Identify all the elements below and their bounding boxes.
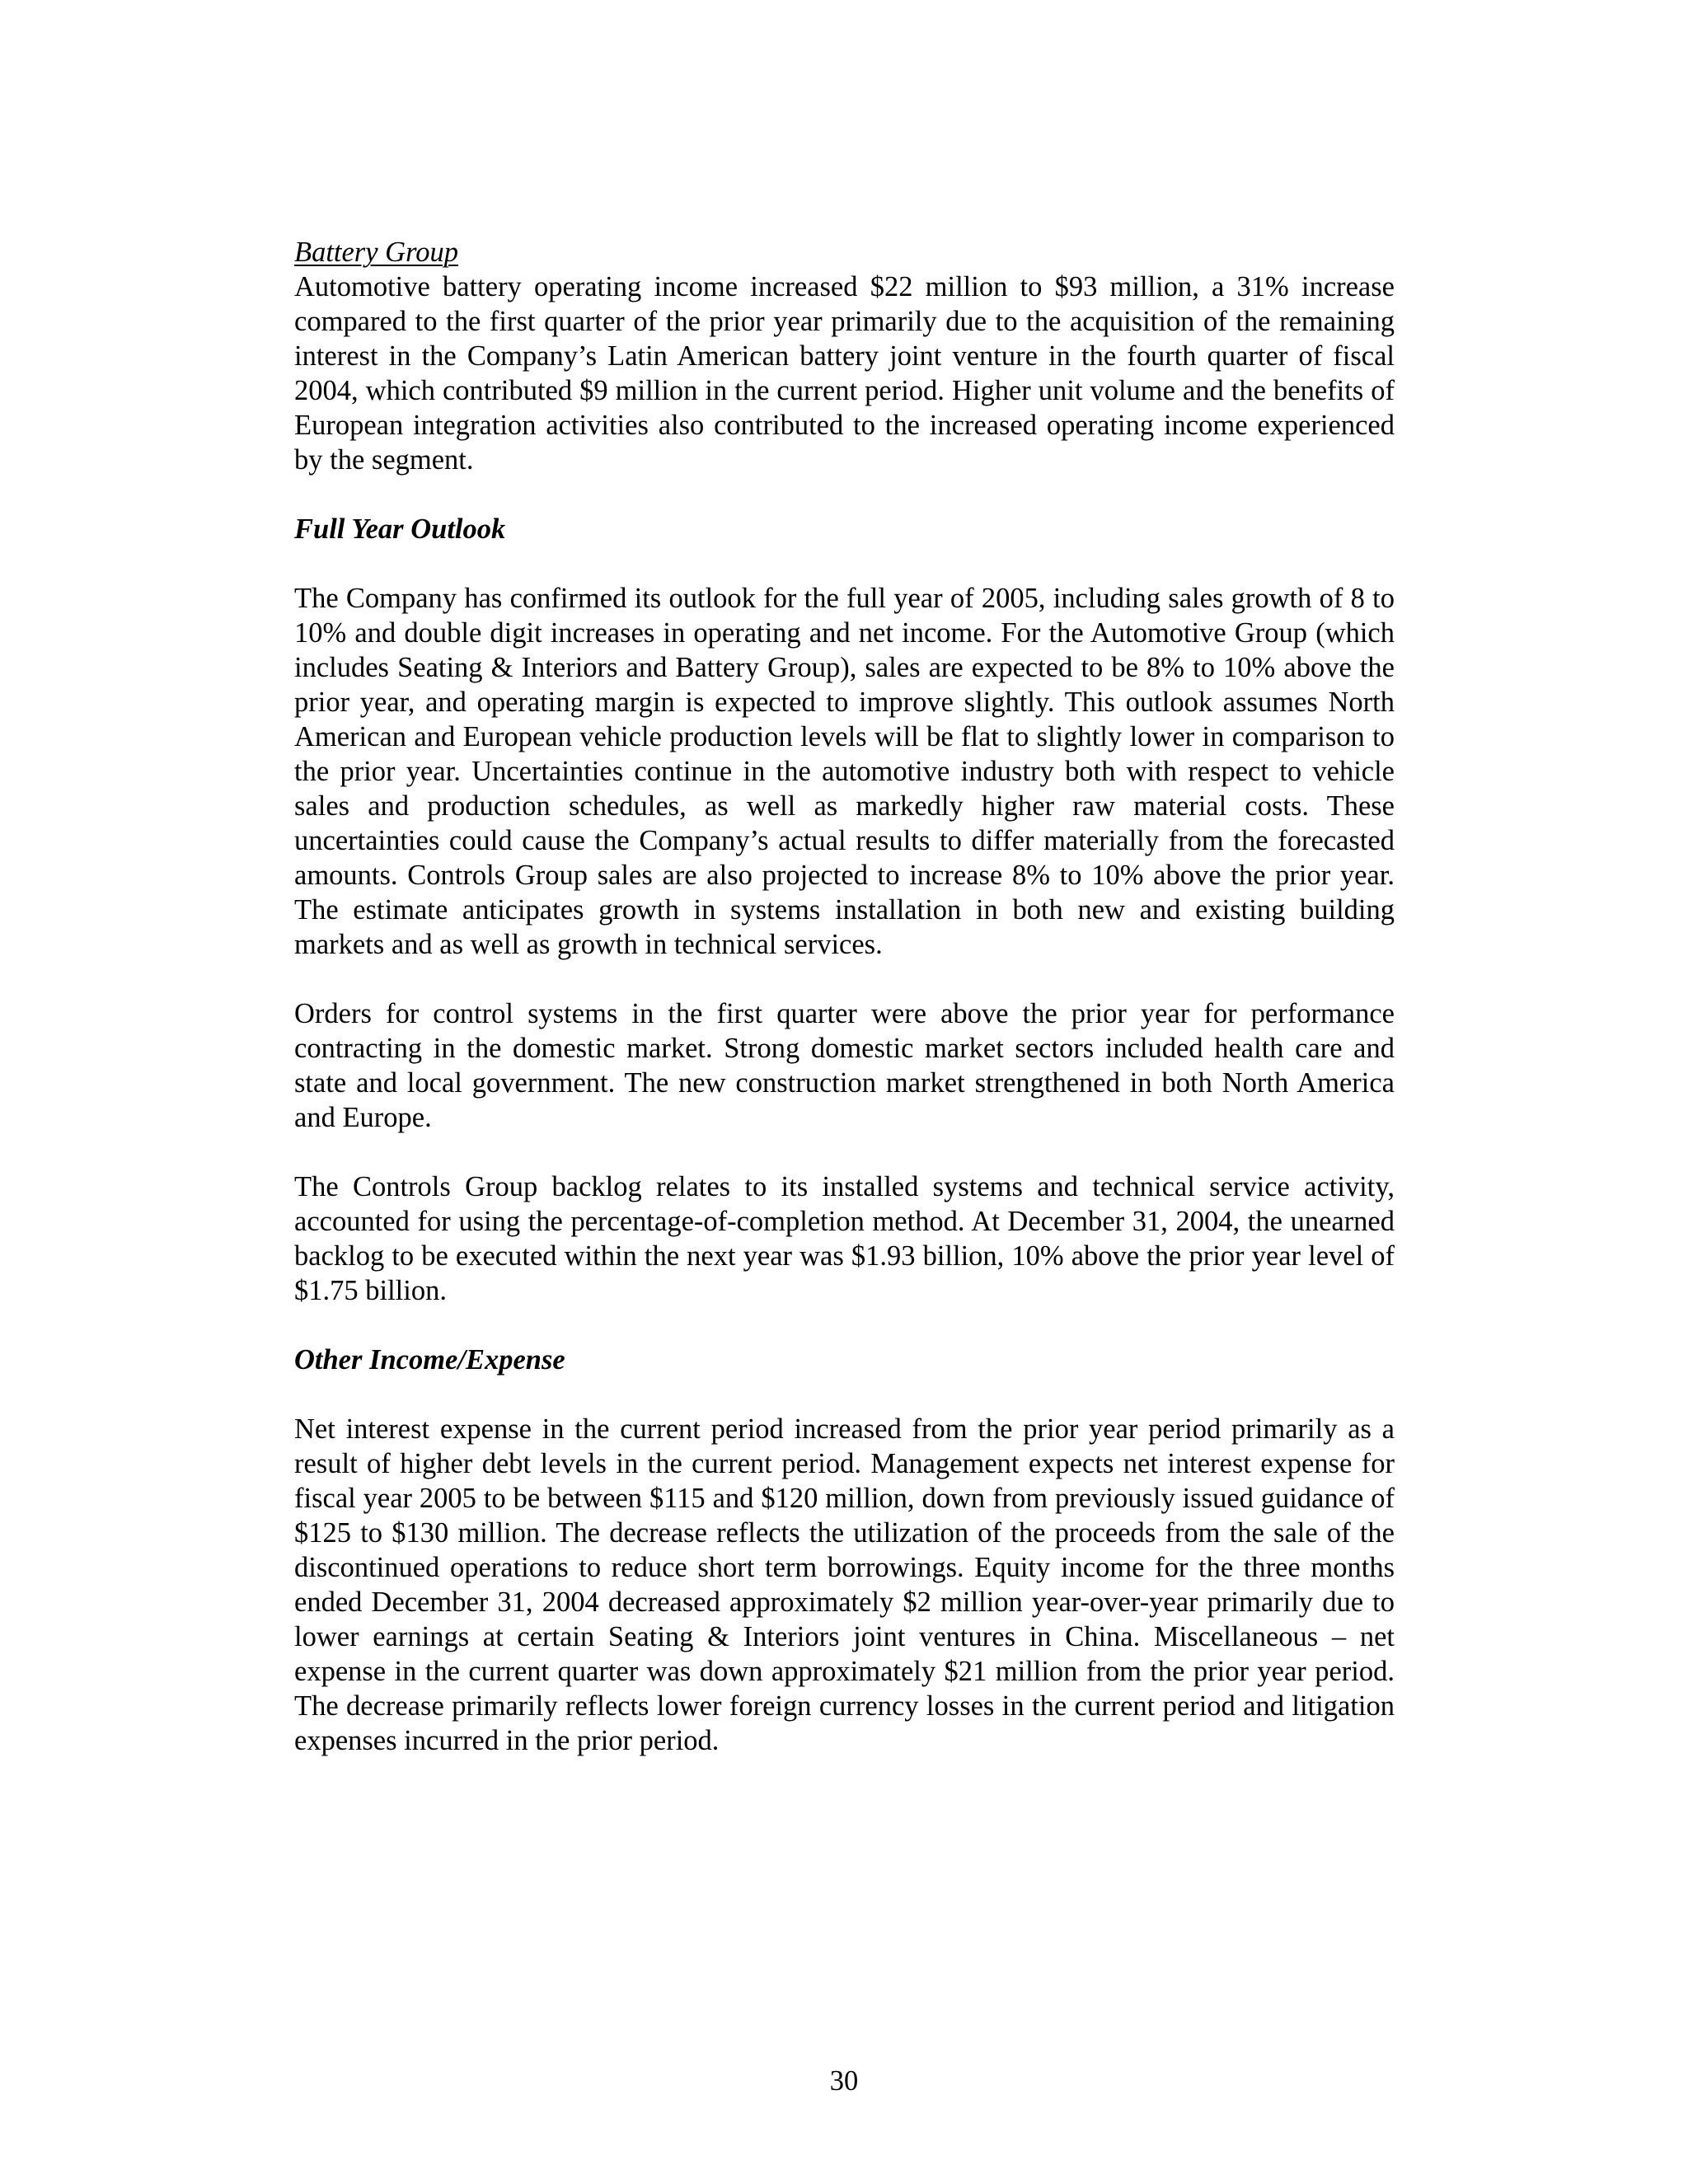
full-year-outlook-section	[294, 512, 1395, 1308]
battery-group-section	[294, 235, 1395, 477]
outlook-paragraph: The Company has confirmed its outlook for the full year of 2005, including sales growth of 8 to 10% and double digit increases in operating and net income. For the Automotive Group (which includes Seating & Interiors and Battery Group), sales are expected to be 8% to 10% above the prior year, and operating margin is expected to improve slightly. This outlook assumes North American and European vehicle production levels will be flat to slightly lower in comparison to the prior year. Uncertainties continue in the automotive industry both with respect to vehicle sales and production schedules, as well as markedly higher raw material costs. These uncertainties could cause the Company’s actual results to differ materially from the forecasted amounts. Controls Group sales are also projected to increase 8% to 10% above the prior year. The estimate anticipates growth in systems installation in both new and existing building markets and as well as growth in technical services.	[294, 583, 1395, 960]
other-income-expense-heading: Other Income/Expense	[294, 1344, 565, 1376]
other-income-expense-paragraph: Net interest expense in the current period increased from the prior year period primarily as a result of higher debt levels in the current period. Management expects net interest expense for fiscal year 2005 to be between $115 and $120 million, down from previously issued guidance of $125 to $130 million. The decrease reflects the utilization of the proceeds from the sale of the discontinued operations to reduce short term borrowings. Equity income for the three months ended December 31, 2004 decreased approximately $2 million year-over-year primarily due to lower earnings at certain Seating & Interiors joint ventures in China. Miscellaneous – net expense in the current quarter was down approximately $21 million from the prior year period. The decrease primarily reflects lower foreign currency losses in the current period and litigation expenses incurred in the prior period.	[294, 1413, 1395, 1756]
battery-group-heading: Battery Group	[294, 237, 458, 268]
backlog-paragraph: The Controls Group backlog relates to its installed systems and technical service activity, accounted for using the percentage-of-completion method. At December 31, 2004, the unearned backlog to be executed within the next year was $1.93 billion, 10% above the prior year level of $1.75 billion.	[294, 1171, 1395, 1306]
other-income-expense-section	[294, 1343, 1395, 1758]
orders-paragraph: Orders for control systems in the first quarter were above the prior year for performance contracting in the domestic market. Strong domestic market sectors included health care and state and local government. The new construction market strengthened in both North America and Europe.	[294, 998, 1395, 1133]
page-number: 30	[829, 2065, 859, 2097]
page-body	[294, 235, 1395, 1758]
battery-group-paragraph: Automotive battery operating income increased $22 million to $93 million, a 31% increase compared to the first quarter of the prior year primarily due to the acquisition of the remaining interest in the Company’s Latin American battery joint venture in the fourth quarter of fiscal 2004, which contributed $9 million in the current period. Higher unit volume and the benefits of European integration activities also contributed to the increased operating income experienced by the segment.	[294, 271, 1395, 476]
full-year-outlook-heading: Full Year Outlook	[294, 513, 506, 545]
